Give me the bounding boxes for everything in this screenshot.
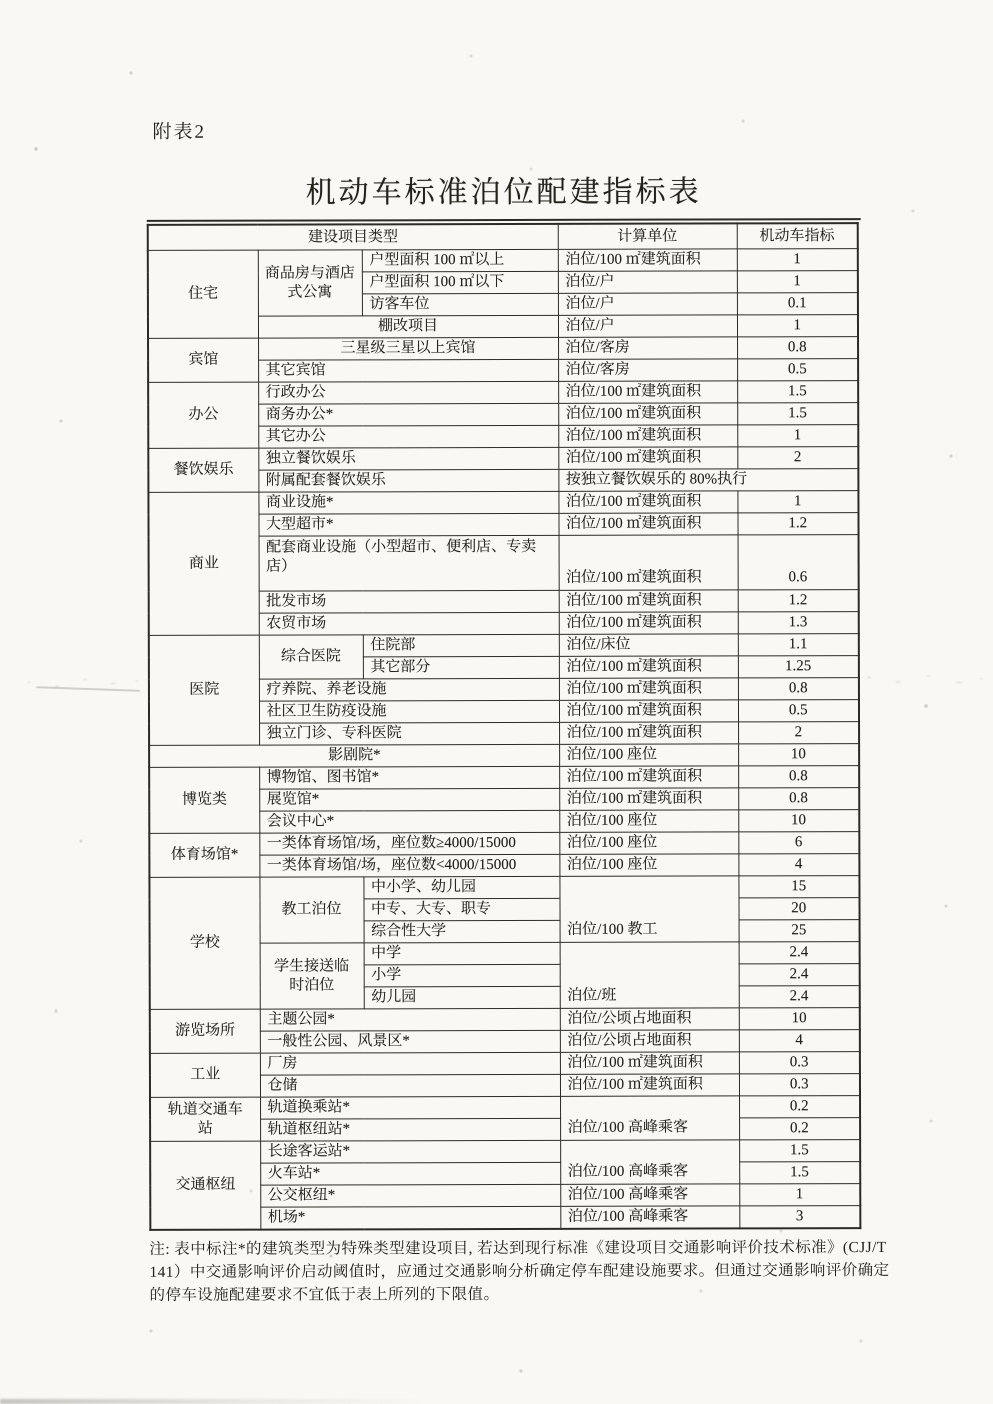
value-cell: 2.4 (739, 964, 860, 986)
scan-smudge-right (856, 664, 988, 694)
type-cell: 农贸市场 (259, 612, 559, 635)
type-cell: 配套商业设施（小型超市、便利店、专卖店） (259, 535, 559, 591)
subtype-cell: 综合性大学 (364, 920, 560, 943)
value-cell: 0.8 (738, 766, 859, 788)
value-cell: 6 (738, 832, 859, 854)
header-index: 机动车指标 (737, 223, 858, 249)
footnote (149, 1236, 890, 1307)
unit-cell: 泊位/100 ㎡建筑面积 (558, 249, 737, 271)
type-cell: 批发市场 (259, 590, 559, 613)
type-cell: 博物馆、图书馆* (259, 766, 559, 789)
type-cell: 轨道枢纽站* (260, 1118, 560, 1141)
type-cell: 轨道换乘站* (260, 1096, 560, 1119)
type-cell: 公交枢纽* (260, 1184, 560, 1207)
type-cell: 商业设施* (258, 491, 558, 514)
value-cell: 1.2 (738, 590, 859, 612)
type-cell: 独立门诊、专科医院 (259, 722, 559, 745)
value-cell: 0.8 (738, 788, 859, 810)
header-project-type: 建设项目类型 (148, 224, 558, 251)
table-row (149, 766, 859, 790)
type-cell: 学生接送临时泊位 (260, 943, 364, 1009)
document-page (146, 115, 890, 1307)
subtype-cell: 住院部 (363, 634, 559, 657)
subtype-cell: 中专、大专、职专 (363, 898, 559, 921)
unit-cell: 泊位/100 座位 (559, 810, 738, 832)
type-cell: 社区卫生防疫设施 (259, 700, 559, 723)
category-cell: 轨道交通车站 (150, 1097, 260, 1141)
value-cell: 0.2 (739, 1096, 860, 1118)
table-row (148, 447, 858, 471)
value-cell: 3 (739, 1206, 860, 1229)
unit-cell: 泊位/100 高峰乘客 (560, 1184, 739, 1206)
value-cell: 2.4 (739, 942, 860, 964)
table-row (150, 1140, 860, 1164)
value-cell: 0.8 (738, 678, 859, 700)
value-cell: 0.8 (737, 337, 858, 359)
category-cell: 游览场所 (150, 1009, 260, 1053)
type-cell: 其它宾馆 (258, 359, 558, 382)
unit-cell: 泊位/100 座位 (559, 744, 738, 766)
table-row (149, 634, 859, 658)
value-cell: 0.6 (738, 535, 859, 590)
unit-cell: 泊位/100 ㎡建筑面积 (558, 425, 737, 447)
unit-cell: 泊位/100 ㎡建筑面积 (559, 788, 738, 810)
subtype-cell: 户型面积 100 ㎡以下 (362, 271, 558, 294)
table-top-rule (147, 218, 861, 222)
type-cell: 机场* (260, 1206, 560, 1229)
subtype-cell: 其它部分 (363, 656, 559, 679)
subtype-cell: 小学 (364, 964, 560, 987)
value-cell: 1 (737, 271, 858, 293)
type-cell: 独立餐饮娱乐 (258, 447, 558, 470)
type-cell: 三星级三星以上宾馆 (258, 337, 558, 360)
scan-noise (0, 0, 2, 2)
unit-cell: 泊位/100 ㎡建筑面积 (559, 535, 738, 590)
table-row (149, 832, 859, 856)
category-cell: 宾馆 (148, 338, 258, 382)
unit-cell: 泊位/100 教工 (559, 876, 738, 942)
footnote-line: 注: 表中标注*的建筑类型为特殊类型建设项目, 若达到现行标准《建设项目交通影响评价技术标准》(CJJ/T (149, 1239, 887, 1258)
value-cell: 1 (737, 491, 858, 513)
value-cell: 20 (738, 898, 859, 920)
unit-cell: 泊位/100 ㎡建筑面积 (559, 656, 738, 678)
unit-cell: 泊位/100 高峰乘客 (560, 1140, 739, 1184)
table-row (148, 249, 858, 273)
footnote-line: 141）中交通影响评价启动阈值时，应通过交通影响分析确定停车配建设施要求。但通过交通影响评价确定 (149, 1261, 890, 1281)
unit-cell: 泊位/100 ㎡建筑面积 (558, 447, 737, 469)
type-cell: 商务办公* (258, 403, 558, 426)
unit-cell: 泊位/100 高峰乘客 (560, 1206, 739, 1229)
type-cell: 疗养院、养老设施 (259, 678, 559, 701)
value-cell: 1.5 (739, 1140, 860, 1162)
header-unit: 计算单位 (558, 223, 737, 249)
unit-cell: 泊位/100 ㎡建筑面积 (559, 722, 738, 744)
type-cell: 教工泊位 (259, 877, 363, 943)
value-cell: 1.25 (738, 656, 859, 678)
unit-cell: 泊位/100 ㎡建筑面积 (558, 491, 737, 513)
subtype-cell: 幼儿园 (364, 986, 560, 1009)
type-cell: 大型超市* (258, 513, 558, 536)
unit-cell: 泊位/100 ㎡建筑面积 (559, 678, 738, 700)
category-cell: 博览类 (149, 767, 259, 833)
category-cell: 体育场馆* (149, 833, 259, 877)
table-row (149, 876, 859, 900)
unit-cell: 泊位/100 ㎡建筑面积 (558, 381, 737, 403)
type-cell: 厂房 (260, 1052, 560, 1075)
value-cell: 10 (739, 1008, 860, 1030)
table-row (148, 491, 858, 515)
type-cell: 一类体育场馆/场，座位数<4000/15000 (259, 854, 559, 877)
value-cell: 1.5 (737, 403, 858, 425)
category-cell: 住宅 (148, 250, 258, 338)
header-row (148, 223, 858, 250)
unit-cell: 泊位/100 ㎡建筑面积 (559, 700, 738, 722)
subtype-cell: 户型面积 100 ㎡以上 (362, 249, 558, 272)
rule-cell: 按独立餐饮娱乐的 80%执行 (558, 469, 858, 492)
unit-cell: 泊位/床位 (559, 634, 738, 656)
value-cell: 0.5 (737, 359, 858, 381)
type-cell: 棚改项目 (258, 315, 558, 338)
value-cell: 1.3 (738, 612, 859, 634)
type-cell: 综合医院 (259, 635, 363, 679)
value-cell: 15 (738, 876, 859, 898)
type-cell: 影剧院* (149, 744, 559, 767)
scan-bottom-edge (0, 1399, 430, 1404)
subtype-cell: 中小学、幼儿园 (363, 876, 559, 899)
value-cell: 0.3 (739, 1074, 860, 1096)
value-cell: 2 (737, 447, 858, 469)
value-cell: 10 (738, 744, 859, 766)
category-cell: 餐饮娱乐 (148, 448, 258, 492)
unit-cell: 泊位/100 ㎡建筑面积 (558, 513, 737, 535)
type-cell: 火车站* (260, 1162, 560, 1185)
value-cell: 0.5 (738, 700, 859, 722)
unit-cell: 泊位/客房 (558, 337, 737, 359)
footnote-line: 的停车设施配建要求不宜低于表上所列的下限值。 (149, 1286, 500, 1304)
type-cell: 仓储 (260, 1074, 560, 1097)
unit-cell: 泊位/户 (558, 271, 737, 293)
subtype-cell: 访客车位 (362, 293, 558, 316)
scan-smudge-left (8, 668, 148, 694)
unit-cell: 泊位/100 ㎡建筑面积 (559, 766, 738, 788)
value-cell: 4 (739, 1030, 860, 1052)
category-cell: 学校 (149, 877, 259, 1009)
type-cell: 一般性公园、风景区* (260, 1030, 560, 1053)
unit-cell: 泊位/客房 (558, 359, 737, 381)
unit-cell: 泊位/100 座位 (559, 832, 738, 854)
table-row (148, 381, 858, 405)
unit-cell: 泊位/公顷占地面积 (560, 1030, 739, 1052)
type-cell: 商品房与酒店式公寓 (258, 250, 362, 316)
value-cell: 0.2 (739, 1118, 860, 1140)
unit-cell: 泊位/100 ㎡建筑面积 (560, 1074, 739, 1096)
parking-standards-table (147, 222, 862, 1231)
value-cell: 2.4 (739, 986, 860, 1008)
table-row (150, 1096, 860, 1120)
value-cell: 4 (738, 854, 859, 876)
unit-cell: 泊位/班 (560, 942, 739, 1008)
subtype-cell: 中学 (364, 942, 560, 965)
value-cell: 1.2 (737, 513, 858, 535)
type-cell: 一类体育场馆/场，座位数≥4000/15000 (259, 832, 559, 855)
annex-label: 附表2 (152, 121, 207, 143)
type-cell: 长途客运站* (260, 1140, 560, 1163)
value-cell: 1.1 (738, 634, 859, 656)
table-row (148, 337, 858, 361)
unit-cell: 泊位/100 高峰乘客 (560, 1096, 739, 1140)
category-cell: 医院 (149, 635, 259, 745)
unit-cell: 泊位/户 (558, 293, 737, 315)
type-cell: 主题公园* (260, 1008, 560, 1031)
value-cell: 1 (737, 315, 858, 337)
value-cell: 0.3 (739, 1052, 860, 1074)
category-cell: 办公 (148, 382, 258, 448)
unit-cell: 泊位/100 ㎡建筑面积 (559, 612, 738, 634)
pencil-mark (36, 686, 140, 692)
type-cell: 附属配套餐饮娱乐 (258, 469, 558, 492)
category-cell: 工业 (150, 1053, 260, 1097)
type-cell: 其它办公 (258, 425, 558, 448)
table-title: 机动车标准泊位配建指标表 (305, 175, 702, 210)
value-cell: 0.1 (737, 293, 858, 315)
value-cell: 1.5 (737, 381, 858, 403)
type-cell: 展览馆* (259, 788, 559, 811)
category-cell: 交通枢纽 (150, 1141, 260, 1230)
unit-cell: 泊位/户 (558, 315, 737, 337)
value-cell: 10 (738, 810, 859, 832)
type-cell: 会议中心* (259, 810, 559, 833)
value-cell: 1.5 (739, 1162, 860, 1184)
value-cell: 2 (738, 722, 859, 744)
unit-cell: 泊位/100 ㎡建筑面积 (560, 1052, 739, 1074)
table-row (150, 1052, 860, 1076)
table-row (149, 744, 859, 768)
table-row (150, 1008, 860, 1032)
value-cell: 1 (739, 1184, 860, 1206)
value-cell: 1 (737, 249, 858, 271)
value-cell: 1 (737, 425, 858, 447)
unit-cell: 泊位/100 ㎡建筑面积 (559, 590, 738, 612)
unit-cell: 泊位/100 ㎡建筑面积 (558, 403, 737, 425)
value-cell: 25 (739, 920, 860, 942)
category-cell: 商业 (148, 492, 258, 635)
unit-cell: 泊位/公顷占地面积 (560, 1008, 739, 1030)
type-cell: 行政办公 (258, 381, 558, 404)
unit-cell: 泊位/100 座位 (559, 854, 738, 876)
